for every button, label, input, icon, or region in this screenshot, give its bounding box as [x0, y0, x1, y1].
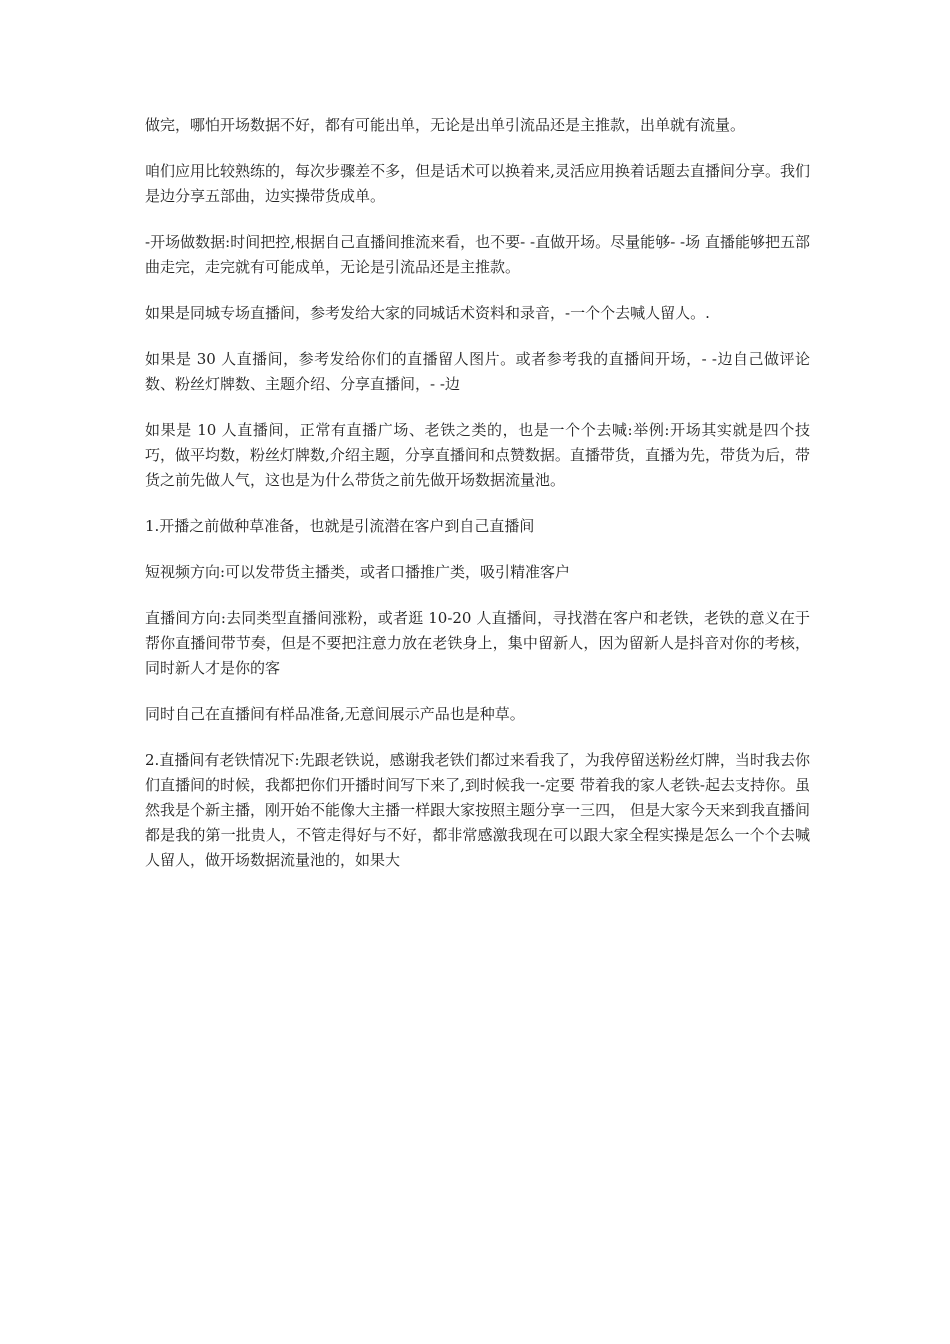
paragraph-10: 同时自己在直播间有样品准备,无意间展示产品也是种草。 [145, 705, 525, 723]
paragraph-7: 1.开播之前做种草准备，也就是引流潜在客户到自己直播间 [145, 517, 535, 535]
paragraph-8: 短视频方向:可以发带货主播类，或者口播推广类，吸引精准客户 [145, 563, 571, 581]
paragraph-5: 如果是 30 人直播间，参考发给你们的直播留人图片。或者参考我的直播间开场，- -边自己做评论数、粉丝灯牌数、主题介绍、分享直播间，- -边 [145, 350, 810, 393]
paragraph-11: 2.直播间有老铁情况下:先跟老铁说，感谢我老铁们都过来看我了，为我停留送粉丝灯牌，当时我去你们直播间的时候，我都把你们开播时间写下来了,到时候我一-定要 带着我的家人老铁-起去支持你。虽然我是个新主播，刚开始不能像大主播一样跟大家按照主题分享一三四， 但是大家今天来到我直播间都是我的第一批贵人，不管走得好与不好，都非常感激我现在可以跟大家全程实操是怎么一个个去喊人留人，做开场数据流量池的，如果大 [145, 751, 810, 869]
document-page [145, 113, 810, 894]
paragraph-1: 做完，哪怕开场数据不好，都有可能出单，无论是出单引流品还是主推款，出单就有流量。 [145, 116, 746, 134]
paragraph-4: 如果是同城专场直播间，参考发给大家的同城话术资料和录音，-一个个去喊人留人。. [145, 304, 710, 322]
paragraph-2: 咱们应用比较熟练的，每次步骤差不多，但是话术可以换着来,灵活应用换着话题去直播间分享。我们是边分享五部曲，边实操带货成单。 [145, 162, 810, 205]
paragraph-6: 如果是 10 人直播间，正常有直播广场、老铁之类的，也是一个个去喊:举例:开场其实就是四个技巧，做平均数，粉丝灯牌数,介绍主题，分享直播间和点赞数据。直播带货，直播为先，带货为后，带货之前先做人气，这也是为什么带货之前先做开场数据流量池。 [145, 421, 810, 489]
paragraph-3: -开场做数据:时间把控,根据自己直播间推流来看，也不要- -直做开场。尽量能够- -场 直播能够把五部曲走完，走完就有可能成单，无论是引流品还是主推款。 [145, 233, 810, 276]
paragraph-9: 直播间方向:去同类型直播间涨粉，或者逛 10-20 人直播间，寻找潜在客户和老铁，老铁的意义在于帮你直播间带节奏，但是不要把注意力放在老铁身上，集中留新人，因为留新人是抖音对你的考核，同时新人才是你的客 [145, 609, 810, 677]
